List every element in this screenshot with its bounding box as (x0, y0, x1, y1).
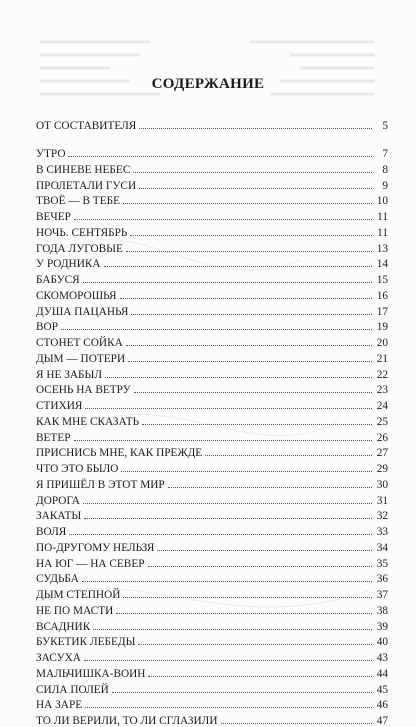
toc-entry-title: ТВОЁ — В ТЕБЕ (36, 195, 120, 208)
dot-leader (84, 659, 372, 661)
toc-entry-page: 35 (376, 557, 388, 570)
toc-entry (36, 697, 388, 711)
toc-entry-page: 32 (376, 510, 388, 523)
toc-entry-page: 40 (376, 636, 388, 649)
toc-entry-page: 36 (376, 573, 388, 586)
toc-entry-title: СУДЬБА (36, 573, 79, 586)
toc-entry-title: СТОНЕТ СОЙКА (36, 337, 123, 349)
toc-entry (36, 382, 388, 396)
dot-leader (83, 502, 372, 504)
dot-leader (116, 612, 372, 614)
dot-leader (123, 596, 372, 598)
toc-entry (36, 682, 388, 696)
toc-entry-page: 14 (376, 258, 388, 271)
toc-entry-page: 9 (382, 179, 388, 192)
dot-leader (157, 549, 372, 551)
toc-entry-title: ВЕЧЕР (36, 211, 71, 223)
toc-entry-title: ЗАКАТЫ (36, 510, 82, 523)
toc-entry (36, 540, 388, 554)
dot-leader (134, 391, 372, 393)
toc-entry (36, 319, 388, 333)
toc-entry-page: 20 (376, 337, 388, 349)
toc-entry-page: 29 (376, 463, 388, 475)
dot-leader (205, 454, 372, 456)
toc-entry-page: 31 (376, 494, 388, 507)
toc-entry (36, 225, 388, 239)
dot-leader (104, 265, 372, 267)
toc-entry-page: 26 (376, 431, 388, 444)
toc-entry (36, 414, 388, 428)
toc-entry-page: 23 (376, 384, 388, 397)
dot-leader (138, 643, 372, 645)
dot-leader (84, 517, 372, 519)
toc-entry-title: ЧТО ЭТО БЫЛО (36, 463, 119, 475)
dot-leader (123, 202, 372, 204)
dot-leader (128, 360, 372, 362)
toc-entry-title: ДЫМ — ПОТЕРИ (36, 352, 126, 365)
toc-entry (36, 650, 388, 664)
toc-entry-page: 38 (376, 604, 388, 617)
toc-entry-page: 19 (376, 321, 388, 334)
dot-leader (74, 218, 372, 220)
toc-entry (36, 634, 388, 648)
dot-leader (82, 580, 372, 582)
toc-entry-title: ВОР (36, 321, 58, 334)
toc-entry-page: 13 (376, 242, 388, 255)
toc-entry-page: 22 (376, 368, 388, 381)
toc-entry-title: ТО ЛИ ВЕРИЛИ, ТО ЛИ СГЛАЗИЛИ (36, 715, 218, 727)
toc-entry (36, 241, 388, 255)
toc-entry-title: ВЕТЕР (36, 431, 71, 444)
toc-entry-page: 11 (377, 226, 388, 239)
dot-leader (131, 313, 372, 315)
toc-entry-page: 43 (376, 652, 388, 664)
toc-entry-page: 37 (376, 589, 388, 601)
toc-entry-title: НОЧЬ. СЕНТЯБРЬ (36, 226, 128, 239)
dot-leader (105, 376, 372, 378)
toc-entry-page: 27 (376, 447, 388, 460)
toc-entry-page: 45 (376, 683, 388, 696)
dot-leader (142, 423, 372, 425)
toc-entry-title: ВОЛЯ (36, 526, 67, 538)
toc-entry (36, 367, 388, 381)
dot-leader (85, 407, 372, 409)
toc-entry-title: СКОМОРОШЬЯ (36, 289, 117, 302)
toc-entry-title: ОТ СОСТАВИТЕЛЯ (36, 120, 137, 132)
toc-entry (36, 193, 388, 207)
toc-entry-title: НЕ ПО МАСТИ (36, 604, 114, 617)
toc-entry-page: 33 (376, 526, 388, 538)
toc-entry (36, 477, 388, 491)
dot-leader (68, 155, 372, 157)
toc-entry-title: БУКЕТИК ЛЕБЕДЫ (36, 636, 136, 649)
toc-entry-title: ДУША ПАЦАНЬЯ (36, 305, 129, 318)
toc-entry (36, 666, 388, 680)
toc-entry-title: УТРО (36, 148, 66, 160)
toc-entry-page: 44 (376, 667, 388, 680)
dot-leader (139, 187, 372, 189)
toc-entry-title: ЗАСУХА (36, 652, 81, 664)
toc-entry (36, 445, 388, 459)
toc-entry-page: 5 (382, 120, 388, 132)
dot-leader (133, 171, 372, 173)
toc-entry (36, 493, 388, 507)
toc-entry (36, 256, 388, 270)
dot-leader (74, 439, 372, 441)
dot-leader (85, 706, 372, 708)
toc-entry (36, 571, 388, 585)
toc-entry (36, 430, 388, 444)
toc-entry (36, 524, 388, 538)
toc-entry-page: 7 (382, 148, 388, 160)
toc-entry-title: СИЛА ПОЛЕЙ (36, 683, 109, 696)
toc-entry (36, 178, 388, 192)
dot-leader (148, 565, 372, 567)
toc-entry (36, 603, 388, 617)
toc-entry-page: 17 (376, 305, 388, 318)
dot-leader (130, 234, 372, 236)
toc-entry-title: ПРОЛЕТАЛИ ГУСИ (36, 179, 137, 192)
dot-leader (61, 328, 372, 330)
toc-entry-title: ПРИСНИСЬ МНЕ, КАК ПРЕЖДЕ (36, 447, 203, 460)
toc-entry-title: ДОРОГА (36, 494, 80, 507)
toc-entry (36, 508, 388, 522)
toc-entry (36, 351, 388, 365)
dot-leader (121, 470, 372, 472)
dot-leader (148, 675, 372, 677)
dot-leader (120, 297, 372, 299)
toc-entry-page: 16 (376, 289, 388, 302)
toc-entry-title: У РОДНИКА (36, 258, 101, 271)
dot-leader (112, 691, 372, 693)
toc-entry-title: БАБУСЯ (36, 274, 80, 286)
toc-entry-page: 39 (376, 620, 388, 633)
toc-entry (36, 162, 388, 176)
toc-entry (36, 304, 388, 318)
toc-entry (36, 619, 388, 633)
toc-entry-page: 11 (377, 211, 388, 223)
dot-leader (139, 127, 372, 129)
toc-entry-page: 21 (376, 352, 388, 365)
toc-entry-page: 25 (376, 415, 388, 428)
toc-entry-title: В СИНЕВЕ НЕБЕС (36, 163, 131, 176)
toc-entry (36, 398, 388, 412)
toc-entry-title: МАЛЬЧИШКА-ВОИН (36, 667, 146, 680)
toc-entry (36, 461, 388, 475)
dot-leader (126, 250, 372, 252)
toc-entry-title: Я НЕ ЗАБЫЛ (36, 368, 103, 381)
dot-leader (126, 344, 372, 346)
toc-entry-title: СТИХИЯ (36, 400, 83, 412)
toc-entry-page: 30 (376, 478, 388, 491)
dot-leader (168, 486, 372, 488)
dot-leader (69, 533, 372, 535)
toc-entry (36, 118, 388, 132)
toc-entry-page: 46 (376, 699, 388, 712)
toc-entry (36, 146, 388, 160)
toc-entry-page: 8 (382, 163, 388, 176)
toc-entry (36, 587, 388, 601)
toc-entry-page: 34 (376, 541, 388, 554)
toc-entry-page: 47 (376, 715, 388, 727)
toc-entry-title: ОСЕНЬ НА ВЕТРУ (36, 384, 131, 397)
toc-entry (36, 335, 388, 349)
toc-entry-title: Я ПРИШЁЛ В ЭТОТ МИР (36, 478, 165, 491)
page-title: СОДЕРЖАНИЕ (151, 76, 265, 92)
toc-entry-title: ГОДА ЛУГОВЫЕ (36, 242, 123, 255)
dot-leader (83, 281, 372, 283)
toc-entry-page: 10 (376, 195, 388, 208)
toc-entry (36, 713, 388, 727)
toc-entry-title: ДЫМ СТЕПНОЙ (36, 589, 121, 601)
toc-entry-title: ВСАДНИК (36, 620, 91, 633)
toc-entry (36, 288, 388, 302)
dot-leader (221, 722, 373, 724)
toc-entry-page: 15 (376, 274, 388, 286)
toc-entry-title: КАК МНЕ СКАЗАТЬ (36, 415, 140, 428)
toc-entry-page: 24 (376, 400, 388, 412)
toc-entry (36, 272, 388, 286)
toc-entry-title: НА ЗАРЕ (36, 699, 83, 712)
toc-entry-title: ПО-ДРУГОМУ НЕЛЬЗЯ (36, 541, 155, 554)
dot-leader (93, 628, 372, 630)
toc-entry (36, 556, 388, 570)
toc-entry-title: НА ЮГ — НА СЕВЕР (36, 557, 145, 570)
toc-entry (36, 209, 388, 223)
